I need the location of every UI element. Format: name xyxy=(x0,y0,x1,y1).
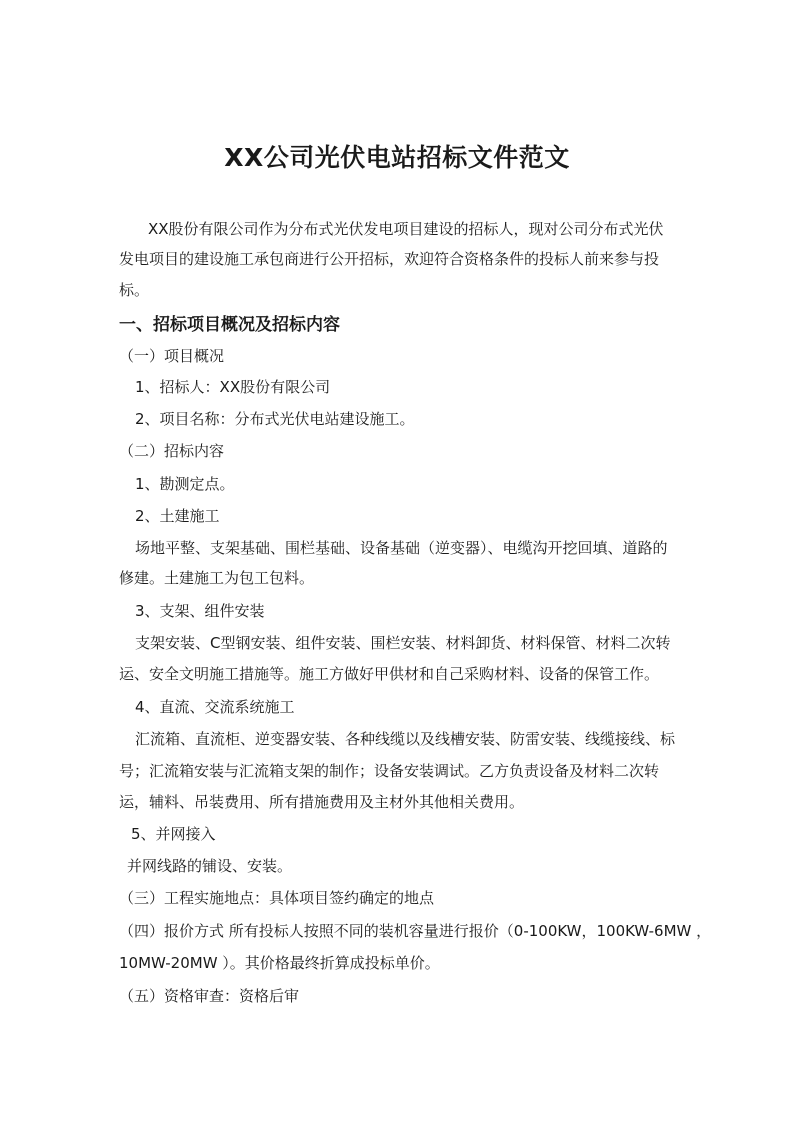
body-line: 号；汇流箱安装与汇流箱支架的制作；设备安装调试。乙方负责设备及材料二次转 xyxy=(119,762,660,780)
body-line: 10MW-20MW ）。其价格最终折算成投标单价。 xyxy=(119,954,440,972)
list-item: 4、直流、交流系统施工 xyxy=(135,698,295,716)
intro-line-1: XX股份有限公司作为分布式光伏发电项目建设的招标人，现对公司分布式光伏 xyxy=(148,220,664,238)
list-item: 1、招标人：XX股份有限公司 xyxy=(135,378,331,396)
document-title: XX公司光伏电站招标文件范文 xyxy=(224,143,570,172)
body-line: 运，辅料、吊装费用、所有措施费用及主材外其他相关费用。 xyxy=(119,793,525,811)
intro-line-3: 标。 xyxy=(119,281,150,299)
body-line: 汇流箱、直流柜、逆变器安装、各种线缆以及线槽安装、防雷安装、线缆接线、标 xyxy=(135,730,676,748)
list-item: 1、勘测定点。 xyxy=(135,475,235,493)
body-line: 场地平整、支架基础、围栏基础、设备基础（逆变器）、电缆沟开挖回填、道路的 xyxy=(135,539,668,557)
body-line: 支架安装、C型钢安装、组件安装、围栏安装、材料卸货、材料保管、材料二次转 xyxy=(135,634,671,652)
body-line: 并网线路的铺设、安装。 xyxy=(127,857,293,875)
list-item: 3、支架、组件安装 xyxy=(135,602,265,620)
list-item: 2、项目名称：分布式光伏电站建设施工。 xyxy=(135,410,415,428)
subsection-heading-5: （五）资格审查：资格后审 xyxy=(119,987,300,1005)
subsection-heading-4: （四）报价方式 所有投标人按照不同的装机容量进行报价（0-100KW，100KW-6MW ， xyxy=(119,922,712,940)
body-line: 运、安全文明施工措施等。施工方做好甲供材和自己采购材料、设备的保管工作。 xyxy=(119,665,660,683)
body-line: 修建。土建施工为包工包料。 xyxy=(119,569,315,587)
subsection-heading-1: （一）项目概况 xyxy=(119,347,225,365)
subsection-heading-2: （二）招标内容 xyxy=(119,442,225,460)
list-item: 2、土建施工 xyxy=(135,507,220,525)
section-heading-1: 一、招标项目概况及招标内容 xyxy=(119,315,340,335)
list-item: 5、并网接入 xyxy=(131,825,216,843)
subsection-heading-3: （三）工程实施地点：具体项目签约确定的地点 xyxy=(119,889,435,907)
intro-line-2: 发电项目的建设施工承包商进行公开招标，欢迎符合资格条件的投标人前来参与投 xyxy=(119,250,660,268)
